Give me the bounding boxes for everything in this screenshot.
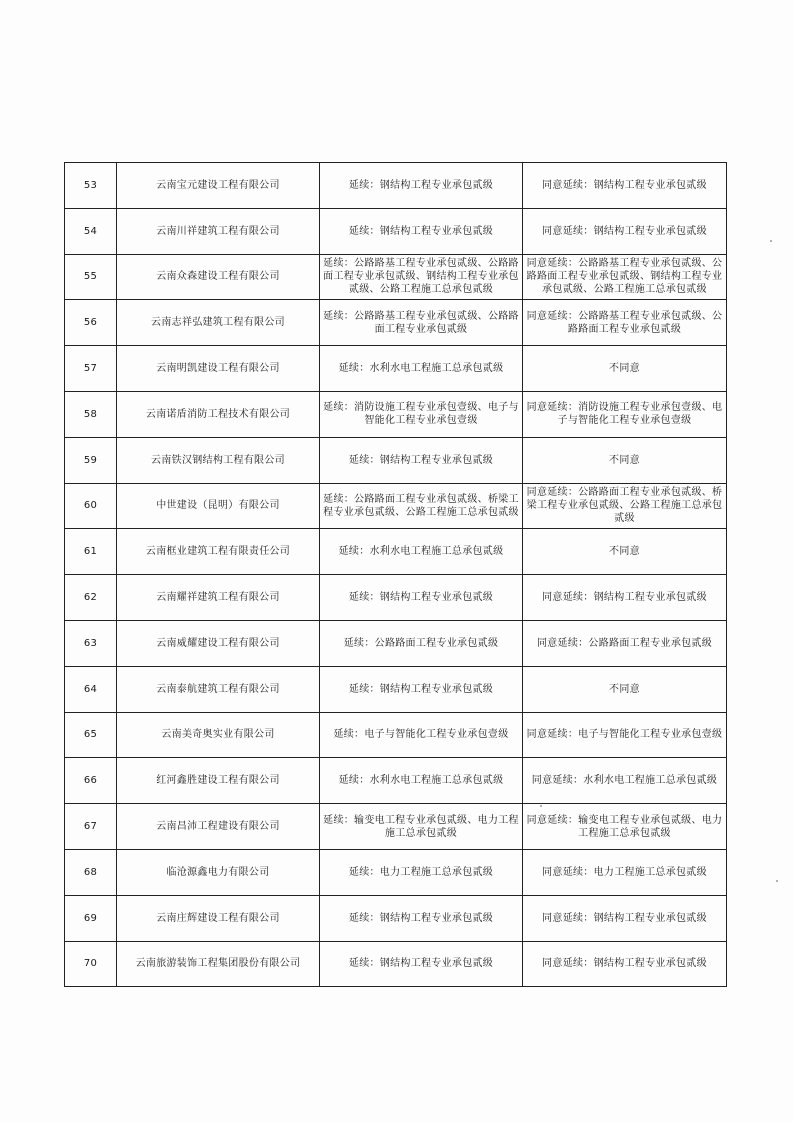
- table-row: [65, 391, 727, 437]
- table-row: [65, 849, 727, 895]
- approval-result: 不同意: [523, 346, 727, 392]
- application-item: 延续：钢结构工程专业承包贰级: [320, 437, 523, 483]
- application-item: 延续：输变电工程专业承包贰级、电力工程施工总承包贰级: [320, 804, 523, 850]
- application-item: 延续：水利水电工程施工总承包贰级: [320, 758, 523, 804]
- application-item: 延续：公路路面工程专业承包贰级、桥梁工程专业承包贰级、公路工程施工总承包贰级: [320, 483, 523, 529]
- row-number: 69: [65, 895, 117, 941]
- approval-result: 同意延续：电力工程施工总承包贰级: [523, 849, 727, 895]
- table-row: [65, 437, 727, 483]
- approval-result: 同意延续：电子与智能化工程专业承包壹级: [523, 712, 727, 758]
- table-row: [65, 529, 727, 575]
- company-name: 云南川祥建筑工程有限公司: [117, 208, 320, 254]
- table-row: [65, 483, 727, 529]
- approval-result: 不同意: [523, 437, 727, 483]
- row-number: 53: [65, 163, 117, 209]
- table-row: [65, 895, 727, 941]
- qualification-table: [64, 162, 727, 987]
- company-name: 云南昌沛工程建设有限公司: [117, 804, 320, 850]
- row-number: 63: [65, 620, 117, 666]
- company-name: 红河鑫胜建设工程有限公司: [117, 758, 320, 804]
- company-name: 云南志祥弘建筑工程有限公司: [117, 300, 320, 346]
- table-row: [65, 804, 727, 850]
- row-number: 62: [65, 575, 117, 621]
- table-row: [65, 254, 727, 300]
- application-item: 延续：公路路基工程专业承包贰级、公路路面工程专业承包贰级: [320, 300, 523, 346]
- approval-result: 同意延续：公路路基工程专业承包贰级、公路路面工程专业承包贰级、钢结构工程专业承包贰级、公路工程施工总承包贰级: [523, 254, 727, 300]
- approval-result: 同意延续：水利水电工程施工总承包贰级: [523, 758, 727, 804]
- row-number: 54: [65, 208, 117, 254]
- scan-speck: [770, 240, 772, 242]
- company-name: 云南众森建设工程有限公司: [117, 254, 320, 300]
- application-item: 延续：电子与智能化工程专业承包壹级: [320, 712, 523, 758]
- approval-result: 同意延续：输变电工程专业承包贰级、电力工程施工总承包贰级: [523, 804, 727, 850]
- application-item: 延续：公路路基工程专业承包贰级、公路路面工程专业承包贰级、钢结构工程专业承包贰级、公路工程施工总承包贰级: [320, 254, 523, 300]
- approval-result: 不同意: [523, 529, 727, 575]
- company-name: 中世建设（昆明）有限公司: [117, 483, 320, 529]
- company-name: 云南铁汉钢结构工程有限公司: [117, 437, 320, 483]
- row-number: 68: [65, 849, 117, 895]
- application-item: 延续：钢结构工程专业承包贰级: [320, 895, 523, 941]
- company-name: 云南明凯建设工程有限公司: [117, 346, 320, 392]
- approval-result: 同意延续：公路路面工程专业承包贰级、桥梁工程专业承包贰级、公路工程施工总承包贰级: [523, 483, 727, 529]
- row-number: 66: [65, 758, 117, 804]
- company-name: 云南诺盾消防工程技术有限公司: [117, 391, 320, 437]
- company-name: 云南威耀建设工程有限公司: [117, 620, 320, 666]
- table-row: [65, 941, 727, 987]
- company-name: 云南旅游装饰工程集团股份有限公司: [117, 941, 320, 987]
- row-number: 70: [65, 941, 117, 987]
- table-row: [65, 712, 727, 758]
- application-item: 延续：钢结构工程专业承包贰级: [320, 666, 523, 712]
- table-row: [65, 575, 727, 621]
- company-name: 云南耀祥建筑工程有限公司: [117, 575, 320, 621]
- scan-speck: [776, 880, 778, 882]
- application-item: 延续：消防设施工程专业承包壹级、电子与智能化工程专业承包壹级: [320, 391, 523, 437]
- row-number: 67: [65, 804, 117, 850]
- application-item: 延续：水利水电工程施工总承包贰级: [320, 346, 523, 392]
- approval-result: 同意延续：钢结构工程专业承包贰级: [523, 208, 727, 254]
- table-row: [65, 208, 727, 254]
- application-item: 延续：钢结构工程专业承包贰级: [320, 208, 523, 254]
- approval-result: 不同意: [523, 666, 727, 712]
- scan-speck: [540, 805, 542, 807]
- row-number: 56: [65, 300, 117, 346]
- table-row: [65, 163, 727, 209]
- table-row: [65, 300, 727, 346]
- application-item: 延续：钢结构工程专业承包贰级: [320, 575, 523, 621]
- approval-result: 同意延续：钢结构工程专业承包贰级: [523, 575, 727, 621]
- company-name: 云南美奇奥实业有限公司: [117, 712, 320, 758]
- row-number: 59: [65, 437, 117, 483]
- row-number: 64: [65, 666, 117, 712]
- table-row: [65, 346, 727, 392]
- row-number: 57: [65, 346, 117, 392]
- row-number: 55: [65, 254, 117, 300]
- row-number: 58: [65, 391, 117, 437]
- company-name: 临沧源鑫电力有限公司: [117, 849, 320, 895]
- table-body: [65, 163, 727, 987]
- company-name: 云南泰航建筑工程有限公司: [117, 666, 320, 712]
- application-item: 延续：钢结构工程专业承包贰级: [320, 941, 523, 987]
- table-row: [65, 620, 727, 666]
- approval-result: 同意延续：消防设施工程专业承包壹级、电子与智能化工程专业承包壹级: [523, 391, 727, 437]
- approval-result: 同意延续：公路路基工程专业承包贰级、公路路面工程专业承包贰级: [523, 300, 727, 346]
- application-item: 延续：水利水电工程施工总承包贰级: [320, 529, 523, 575]
- company-name: 云南庄辉建设工程有限公司: [117, 895, 320, 941]
- table-row: [65, 666, 727, 712]
- row-number: 65: [65, 712, 117, 758]
- application-item: 延续：钢结构工程专业承包贰级: [320, 163, 523, 209]
- row-number: 61: [65, 529, 117, 575]
- application-item: 延续：公路路面工程专业承包贰级: [320, 620, 523, 666]
- company-name: 云南框业建筑工程有限责任公司: [117, 529, 320, 575]
- approval-result: 同意延续：钢结构工程专业承包贰级: [523, 163, 727, 209]
- company-name: 云南宝元建设工程有限公司: [117, 163, 320, 209]
- row-number: 60: [65, 483, 117, 529]
- approval-result: 同意延续：公路路面工程专业承包贰级: [523, 620, 727, 666]
- approval-result: 同意延续：钢结构工程专业承包贰级: [523, 941, 727, 987]
- approval-result: 同意延续：钢结构工程专业承包贰级: [523, 895, 727, 941]
- table-row: [65, 758, 727, 804]
- application-item: 延续：电力工程施工总承包贰级: [320, 849, 523, 895]
